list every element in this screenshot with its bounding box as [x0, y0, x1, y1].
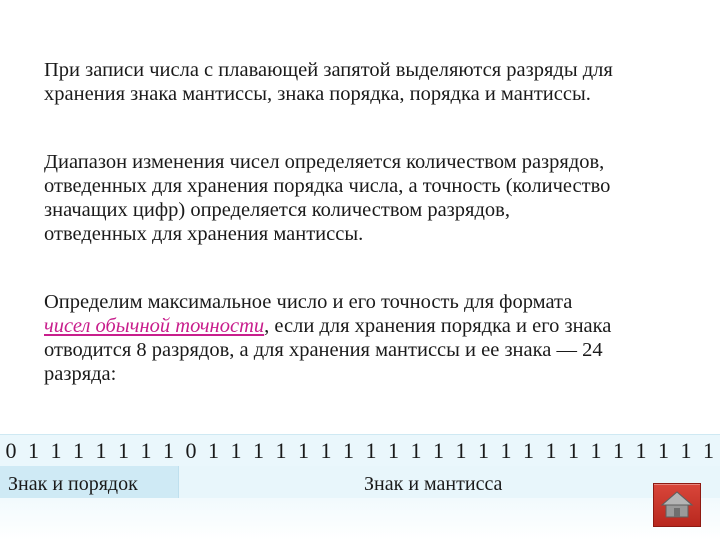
bit-cell: 1	[388, 438, 399, 463]
bit-cell: 1	[365, 438, 377, 463]
paragraph-line: При записи числа с плавающей запятой выделяются разряды для	[44, 59, 613, 81]
bit-cell: 1	[140, 438, 152, 463]
bit-cell: 0	[5, 438, 17, 463]
paragraph-line: Определим максимальное число и его точность для формата	[44, 291, 573, 313]
paragraph-line: Диапазон изменения чисел определяется количеством разрядов,	[44, 151, 605, 173]
paragraph-line: отведенных для хранения мантиссы.	[44, 223, 364, 245]
bit-cell: 1	[658, 438, 669, 463]
single-precision-term: чисел обычной точности	[44, 315, 265, 337]
bit-cell: 1	[253, 438, 264, 463]
bit-cell: 1	[95, 438, 107, 463]
bit-cell: 1	[455, 438, 467, 463]
paragraph-line: значащих цифр) определяется количеством разрядов,	[44, 199, 510, 221]
bit-cell: 1	[208, 438, 219, 463]
bit-cell: 1	[320, 438, 332, 463]
mantissa-field-label: Знак и мантисса	[364, 473, 503, 495]
bit-cell: 1	[298, 438, 309, 463]
bit-cell: 1	[635, 438, 647, 463]
bit-strip	[0, 434, 720, 467]
house-icon	[654, 484, 700, 526]
bit-cell: 0	[185, 438, 197, 463]
bit-cell: 1	[523, 438, 534, 463]
paragraph-range-precision	[44, 150, 716, 246]
bit-cell: 1	[50, 438, 62, 463]
bit-cell: 1	[478, 438, 489, 463]
paragraph-line: разряда:	[44, 363, 117, 385]
field-label-band	[0, 466, 720, 540]
paragraph-line: отводится 8 разрядов, а для хранения мантиссы и ее знака — 24	[44, 339, 603, 361]
bit-cell: 1	[28, 438, 39, 463]
paragraph-single-precision	[44, 290, 716, 386]
paragraph-text: , если для хранения порядка и его знака	[264, 315, 612, 337]
bit-cell: 1	[568, 438, 579, 463]
bit-cell: 1	[275, 438, 287, 463]
paragraph-floating-point-fields	[44, 58, 716, 106]
bit-cell: 1	[500, 438, 512, 463]
paragraph-line: отведенных для хранения порядка числа, а точность (количество	[44, 175, 611, 197]
paragraph-line	[44, 314, 716, 338]
order-field-label: Знак и порядок	[8, 473, 138, 495]
bit-cell: 1	[118, 438, 129, 463]
mantissa-field-cell	[179, 466, 720, 498]
bit-cell: 1	[163, 438, 174, 463]
bit-cell: 1	[73, 438, 84, 463]
bit-cell: 1	[590, 438, 602, 463]
order-field-cell	[0, 466, 179, 498]
bit-cell: 1	[410, 438, 422, 463]
bit-cell: 1	[545, 438, 557, 463]
bit-cell: 1	[613, 438, 624, 463]
bit-cell: 1	[680, 438, 692, 463]
bit-cell: 1	[433, 438, 444, 463]
bit-cell: 1	[703, 438, 714, 463]
bit-cell: 1	[230, 438, 242, 463]
home-button[interactable]	[653, 483, 701, 527]
bit-cell: 1	[343, 438, 354, 463]
paragraph-line: хранения знака мантиссы, знака порядка, порядка и мантиссы.	[44, 83, 591, 105]
